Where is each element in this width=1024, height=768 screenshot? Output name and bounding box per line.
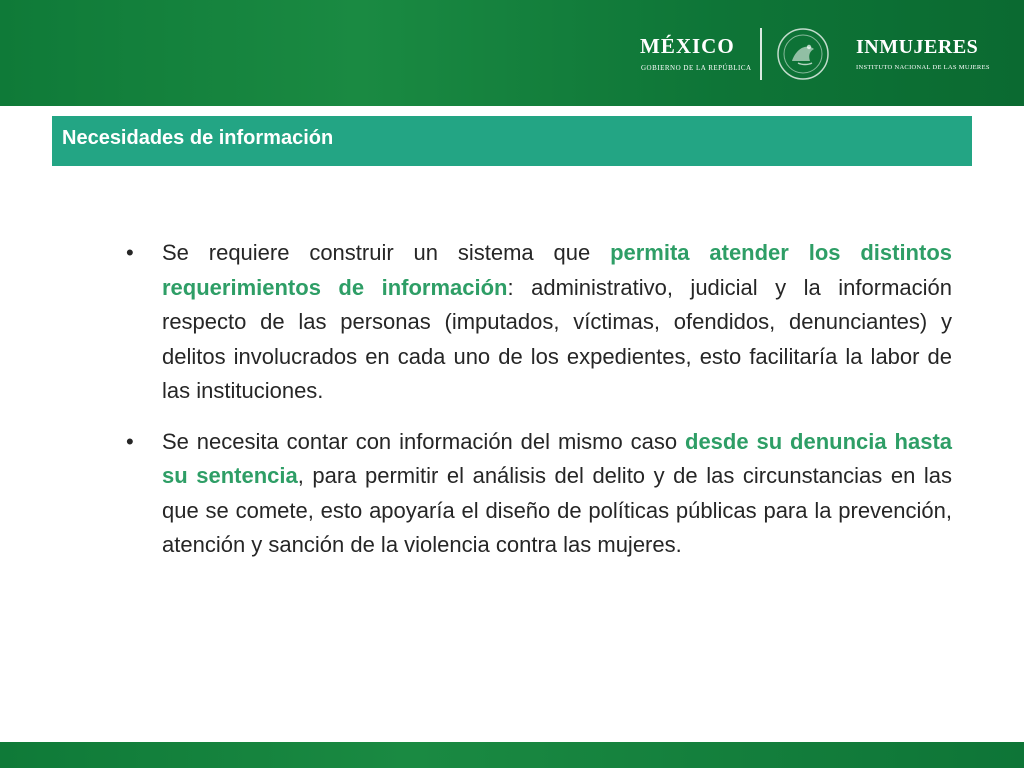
bullet-list: [122, 236, 952, 579]
header-logos: [640, 22, 990, 84]
bullet-highlight: permita atender los distintos requerimientos de información: [162, 240, 952, 300]
mexico-logo-subtitle: GOBIERNO DE LA REPÚBLICA: [641, 64, 752, 72]
footer-bar: [0, 742, 1024, 768]
bullet-text: Se requiere construir un sistema que: [162, 240, 611, 265]
bullet-item: [122, 236, 952, 409]
bullet-dot-icon: •: [126, 240, 134, 265]
mexican-coat-of-arms-icon: [776, 27, 830, 81]
slide-title: Necesidades de información: [62, 127, 334, 149]
header-bar: [0, 0, 1024, 106]
bullet-text: : administrativo, judicial y la información respecto de las personas (imputados, víctimas, ofendidos, denunciantes) y delitos involucrados en cada uno de los expedientes, esto facilitaría la labor de las instituciones.: [162, 274, 952, 403]
bullet-text: Se necesita contar con información del mismo caso: [162, 428, 685, 454]
inmujeres-logo-title: INMUJERES: [856, 36, 979, 58]
bullet-dot-icon: •: [126, 428, 134, 454]
bullet-highlight: desde su denuncia hasta su sentencia: [162, 428, 953, 488]
bullet-item: [122, 425, 952, 563]
title-bar: [52, 116, 972, 166]
bullet-text: , para permitir el análisis del delito y de las circunstancias en las que se comete, esto apoyaría el diseño de políticas públicas para la prevención, atención y sanción de la violencia contra las mujeres.: [162, 463, 952, 557]
mexico-logo-title: MÉXICO: [640, 34, 735, 58]
inmujeres-logo-subtitle: INSTITUTO NACIONAL DE LAS MUJERES: [856, 64, 990, 71]
logo-divider: [760, 28, 762, 80]
